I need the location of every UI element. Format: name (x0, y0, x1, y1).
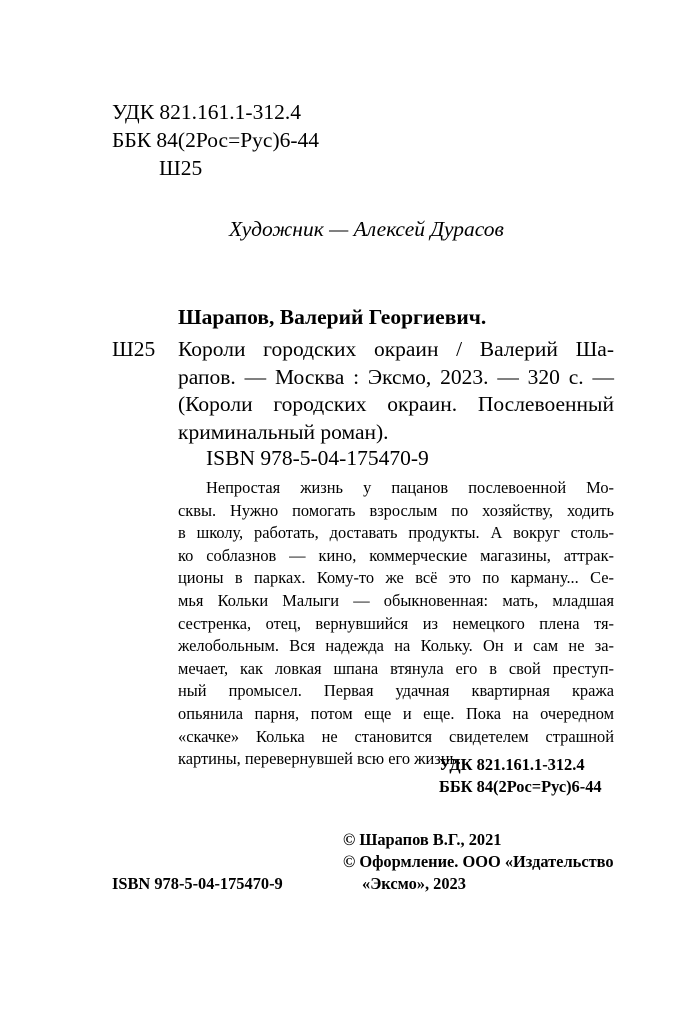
annotation-line: сквы. Нужно помогать взрослым по хозяйству, ходить (178, 500, 614, 520)
copyright-author: © Шарапов В.Г., 2021 (343, 830, 502, 849)
annotation-line: мечает, как ловкая шпана втянула его в свой преступ- (178, 658, 614, 678)
bib-line: рапов. — Москва : Эксмо, 2023. — 320 с. — (178, 364, 614, 389)
isbn-footer: ISBN 978-5-04-175470-9 (112, 874, 283, 893)
bbk-header: ББК 84(2Рос=Рус)6-44 (112, 128, 320, 152)
bib-line: криминальный роман). (178, 419, 389, 444)
annotation-line: желобольным. Вся надежда на Кольку. Он и сам не за- (178, 636, 614, 656)
annotation-line: в школу, работать, доставать продукты. А вокруг столь- (178, 523, 614, 543)
copyright-design-continued: «Эксмо», 2023 (362, 874, 466, 893)
bib-isbn: ISBN 978-5-04-175470-9 (206, 446, 429, 470)
bib-description (178, 335, 614, 445)
artist-credit: Художник — Алексей Дурасов (229, 217, 504, 241)
author-code-header: Ш25 (159, 156, 203, 180)
annotation-line: сестренка, отец, вернувшийся из немецкого плена тя- (178, 613, 614, 633)
annotation (178, 477, 614, 771)
copyright-design: © Оформление. ООО «Издательство (343, 852, 614, 871)
udk-footer: УДК 821.161.1-312.4 (439, 755, 585, 774)
annotation-line: ко соблазнов — кино, коммерческие магазины, аттрак- (178, 545, 614, 565)
bib-line: (Короли городских окраин. Послевоенный (178, 392, 614, 416)
annotation-line: ный промысел. Первая удачная квартирная кража (178, 681, 614, 701)
annotation-line: ционы в парках. Кому-то же всё это по карману... Се- (178, 568, 614, 588)
annotation-line: мья Кольки Малыги — обыкновенная: мать, младшая (178, 590, 614, 610)
annotation-line: опьянила парня, потом еще и еще. Пока на очередном (178, 703, 614, 723)
bbk-footer: ББК 84(2Рос=Рус)6-44 (439, 777, 602, 796)
annotation-line: картины, перевернувшей всю его жизнь... (178, 749, 470, 769)
udk-header: УДК 821.161.1-312.4 (112, 100, 301, 124)
bib-line: Короли городских окраин / Валерий Ша- (178, 337, 614, 361)
bib-author-code: Ш25 (112, 337, 156, 361)
annotation-line: Непростая жизнь у пацанов послевоенной Мо- (206, 478, 614, 497)
annotation-line: «скачке» Колька не становится свидетелем страшной (178, 726, 614, 746)
bib-author: Шарапов, Валерий Георгиевич. (178, 305, 487, 329)
